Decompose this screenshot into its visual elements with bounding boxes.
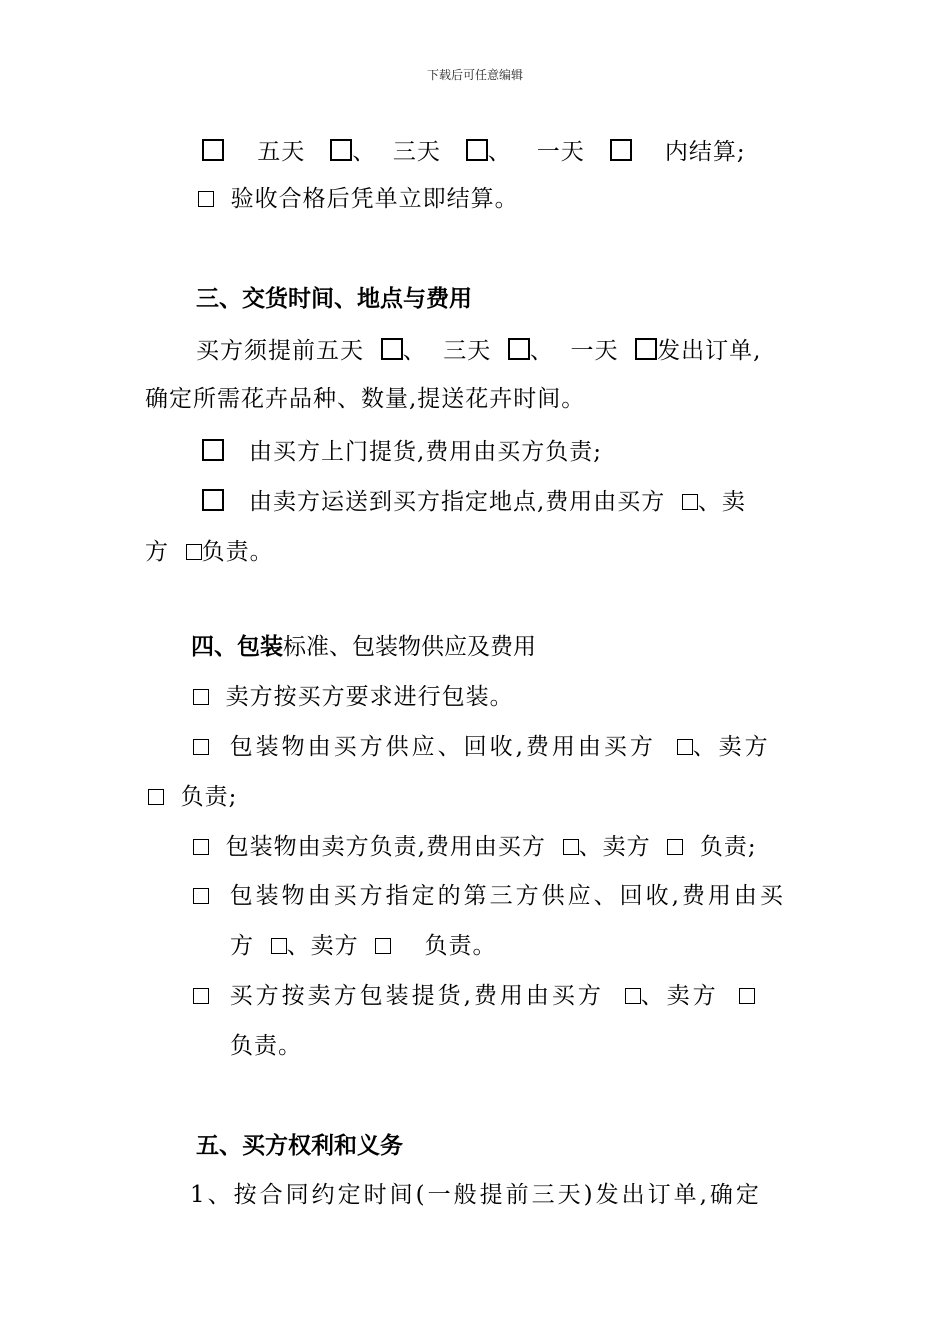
section-4-item-1: 卖方按买方要求进行包装。 <box>193 682 514 712</box>
checkbox-icon[interactable] <box>466 139 488 161</box>
section-5-title: 五、买方权利和义务 <box>196 1133 403 1159</box>
section-3-option-1: 由买方上门提货,费用由买方负责; <box>202 437 602 467</box>
section-4-item-5-line2: 负责。 <box>230 1033 302 1059</box>
section-5-item-1: 1、按合同约定时间(一般提前三天)发出订单,确定 <box>190 1182 762 1208</box>
checkbox-icon[interactable] <box>375 938 391 954</box>
checkbox-icon[interactable] <box>193 739 209 755</box>
checkbox-icon[interactable] <box>508 338 530 360</box>
section-3-p1-line1: 买方须提前五天 、 三天 、 一天 发出订单, <box>196 338 762 364</box>
section-4-item-4: 包装物由买方指定的第三方供应、回收,费用由买 <box>193 881 786 911</box>
checkbox-icon[interactable] <box>202 139 224 161</box>
payment-line-1: 五天 、 三天 、 一天 内结算; <box>202 137 746 167</box>
checkbox-icon[interactable] <box>682 494 698 510</box>
section-3-option-2-line2: 方 负责。 <box>145 539 274 565</box>
section-4-item-5: 买方按卖方包装提货,费用由买方 、卖方 <box>193 981 755 1011</box>
checkbox-icon[interactable] <box>202 489 224 511</box>
checkbox-icon[interactable] <box>186 544 202 560</box>
checkbox-icon[interactable] <box>198 191 214 207</box>
checkbox-icon[interactable] <box>193 988 209 1004</box>
checkbox-icon[interactable] <box>667 839 683 855</box>
checkbox-icon[interactable] <box>739 988 755 1004</box>
section-3-p1-line2: 确定所需花卉品种、数量,提送花卉时间。 <box>145 386 586 412</box>
checkbox-icon[interactable] <box>635 338 657 360</box>
checkbox-icon[interactable] <box>563 839 579 855</box>
section-4-title: 四、包装标准、包装物供应及费用 <box>191 634 536 660</box>
checkbox-icon[interactable] <box>330 139 352 161</box>
checkbox-icon[interactable] <box>193 888 209 904</box>
section-4-item-2: 包装物由买方供应、回收,费用由买方 、卖方 <box>193 732 771 762</box>
checkbox-icon[interactable] <box>193 689 209 705</box>
section-4-item-4-line2: 方 、卖方 负责。 <box>230 933 497 959</box>
checkbox-icon[interactable] <box>202 439 224 461</box>
section-4-item-3: 包装物由卖方负责,费用由买方 、卖方 负责; <box>193 832 757 862</box>
section-4-item-2-line2: 负责; <box>148 782 237 812</box>
payment-line-2: 验收合格后凭单立即结算。 <box>198 184 519 214</box>
checkbox-icon[interactable] <box>610 139 632 161</box>
checkbox-icon[interactable] <box>381 338 403 360</box>
checkbox-icon[interactable] <box>193 839 209 855</box>
checkbox-icon[interactable] <box>271 938 287 954</box>
section-3-option-2: 由卖方运送到买方指定地点,费用由买方 、卖 <box>202 487 746 517</box>
section-3-title: 三、交货时间、地点与费用 <box>196 286 472 312</box>
checkbox-icon[interactable] <box>625 988 641 1004</box>
page-header-note: 下载后可任意编辑 <box>426 68 523 82</box>
checkbox-icon[interactable] <box>677 739 693 755</box>
checkbox-icon[interactable] <box>148 789 164 805</box>
